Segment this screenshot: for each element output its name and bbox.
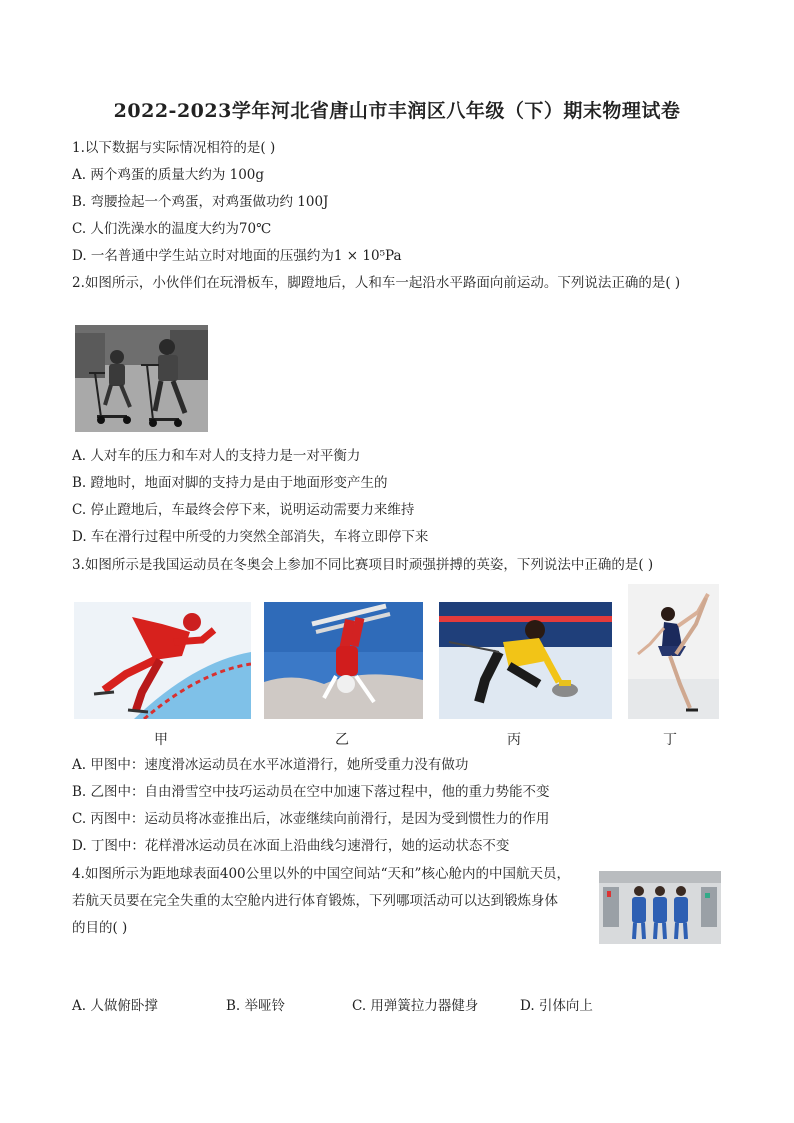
q3-option-c: C. 丙图中：运动员将冰壶推出后，冰壶继续向前滑行，是因为受到惯性力的作用 [72, 811, 550, 827]
q3-caption-ding: 丁 [663, 732, 677, 748]
q1-option-c: C. 人们洗澡水的温度大约为70℃ [72, 221, 272, 237]
q2-option-d: D. 车在滑行过程中所受的力突然全部消失，车将立即停下来 [72, 529, 429, 545]
q1-option-d: D. 一名普通中学生站立时对地面的压强约为1 × 10⁵Pa [72, 248, 402, 264]
q4-option-d: D. 引体向上 [520, 998, 593, 1014]
q1-option-a: A. 两个鸡蛋的质量大约为 100g [72, 167, 265, 183]
q3-photo-yi [264, 602, 423, 719]
q1-option-b: B. 弯腰捡起一个鸡蛋，对鸡蛋做功约 100J [72, 194, 329, 210]
q2-option-c: C. 停止蹬地后，车最终会停下来，说明运动需要力来维持 [72, 502, 415, 518]
q3-stem: 3.如图所示是我国运动员在冬奥会上参加不同比赛项目时顽强拼搏的英姿，下列说法中正确的是( ) [72, 557, 654, 573]
q2-scooter-photo [75, 325, 208, 432]
q3-photo-ding [628, 584, 719, 719]
q3-option-b: B. 乙图中：自由滑雪空中技巧运动员在空中加速下落过程中，他的重力势能不变 [72, 784, 550, 800]
q2-option-a: A. 人对车的压力和车对人的支持力是一对平衡力 [72, 448, 361, 464]
q3-photo-jia [74, 602, 251, 719]
q3-option-d: D. 丁图中：花样滑冰运动员在冰面上沿曲线匀速滑行，她的运动状态不变 [72, 838, 510, 854]
q3-photo-bing [439, 602, 612, 719]
q3-caption-bing: 丙 [507, 732, 521, 748]
q2-option-b: B. 蹬地时，地面对脚的支持力是由于地面形变产生的 [72, 475, 388, 491]
q3-caption-yi: 乙 [335, 732, 349, 748]
q2-stem: 2.如图所示，小伙伴们在玩滑板车，脚蹬地后，人和车一起沿水平路面向前运动。下列说法正确的是( ) [72, 275, 681, 291]
q1-stem: 1.以下数据与实际情况相符的是( ) [72, 140, 276, 156]
q3-caption-jia: 甲 [154, 732, 168, 748]
q4-option-a: A. 人做俯卧撑 [72, 998, 158, 1014]
q4-astronauts-photo [599, 871, 721, 944]
q4-stem-line-1: 4.如图所示为距地球表面400公里以外的中国空间站“天和”核心舱内的中国航天员， [72, 866, 570, 882]
q4-stem-line-2: 若航天员要在完全失重的太空舱内进行体育锻炼，下列哪项活动可以达到锻炼身体 [72, 893, 558, 909]
page-title: 2022-2023学年河北省唐山市丰润区八年级（下）期末物理试卷 [113, 100, 681, 122]
q3-option-a: A. 甲图中：速度滑冰运动员在水平冰道滑行，她所受重力没有做功 [72, 757, 469, 773]
q4-option-c: C. 用弹簧拉力器健身 [352, 998, 479, 1014]
q4-option-b: B. 举哑铃 [226, 998, 286, 1014]
q4-stem-line-3: 的目的( ) [72, 920, 128, 936]
